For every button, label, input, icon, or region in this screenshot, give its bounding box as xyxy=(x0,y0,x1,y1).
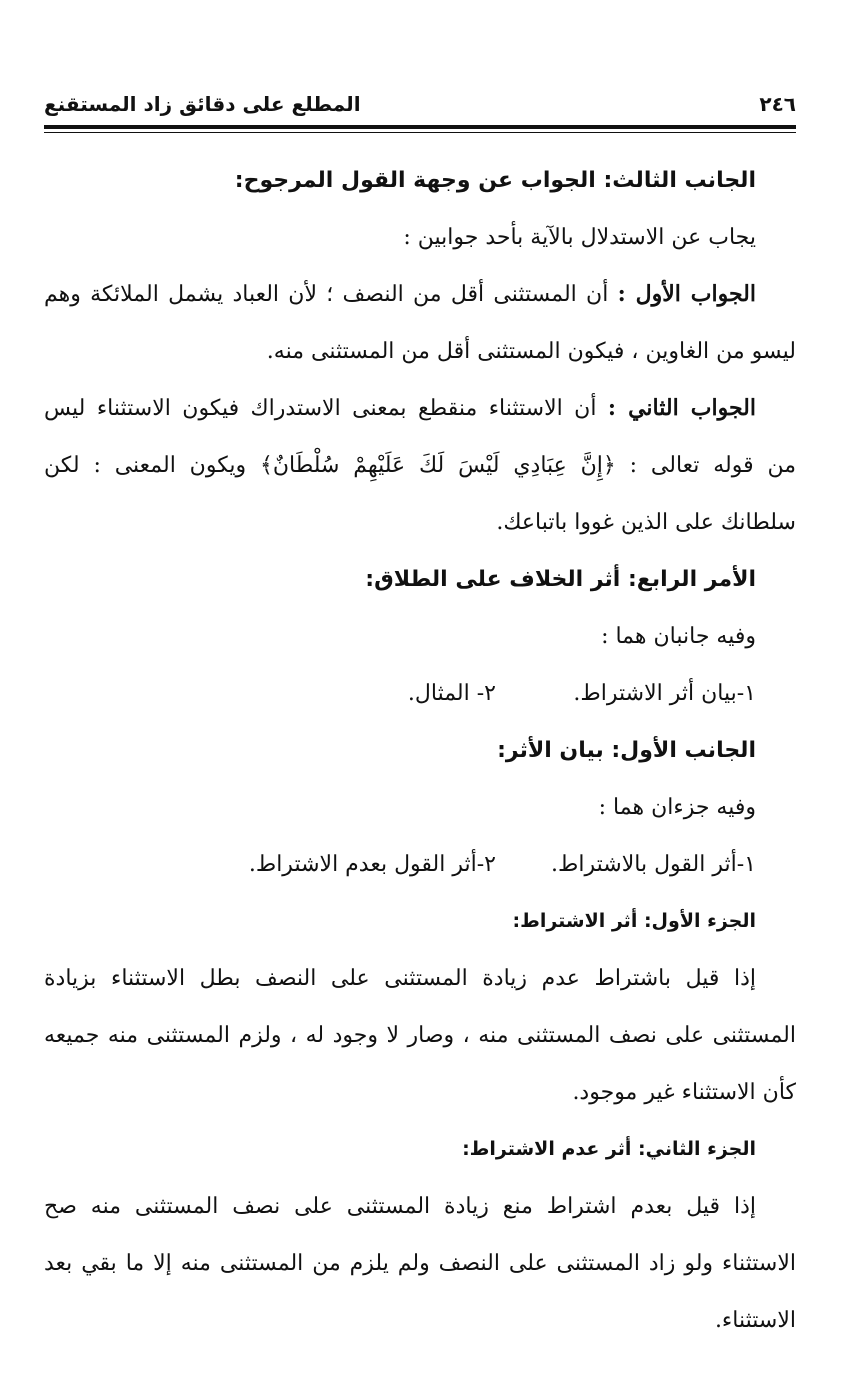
answer-lead: الجواب الثاني : xyxy=(607,395,756,421)
answer-lead: الجواب الأول : xyxy=(617,281,756,307)
line-text: أن الاستثناء منقطع بمعنى الاستدراك فيكون الاستثناء ليس xyxy=(44,396,608,421)
sub-heading: الجزء الثاني: أثر عدم الاشتراط: xyxy=(462,1138,756,1160)
document-page xyxy=(44,0,796,1385)
header-rule-thick xyxy=(44,125,796,129)
section-heading: الجانب الأول: بيان الأثر: xyxy=(497,738,756,763)
section-heading: الأمر الرابع: أثر الخلاف على الطلاق: xyxy=(365,567,756,592)
sub-heading: الجزء الأول: أثر الاشتراط: xyxy=(512,910,756,932)
body-text xyxy=(44,152,796,1349)
paragraph-line: وفيه جانبان هما : xyxy=(601,624,756,649)
paragraph-line: يجاب عن الاستدلال بالآية بأحد جوابين : xyxy=(403,225,756,250)
paragraph-line: ليسو من الغاوين ، فيكون المستثنى أقل من المستثنى منه. xyxy=(266,339,796,364)
paragraph-line: الاستثناء. xyxy=(714,1308,796,1333)
paragraph-line xyxy=(44,380,796,437)
line-text: أن المستثنى أقل من النصف ؛ لأن العباد يشمل الملائكة وهم xyxy=(44,282,618,307)
list-row xyxy=(44,836,796,893)
header-rule-thin xyxy=(44,132,796,133)
paragraph-line: إذا قيل بعدم اشتراط منع زيادة المستثنى على نصف المستثنى منه صح xyxy=(44,1194,756,1219)
paragraph-line: كأن الاستثناء غير موجود. xyxy=(572,1080,796,1105)
paragraph-line: المستثنى على نصف المستثنى منه ، وصار لا وجود له ، ولزم المستثنى منه جميعه xyxy=(44,1023,796,1048)
running-header xyxy=(44,84,796,124)
list-item: ٢-أثر القول بعدم الاشتراط. xyxy=(248,852,496,877)
book-title: المطلع على دقائق زاد المستقنع xyxy=(44,92,361,116)
section-heading: الجانب الثالث: الجواب عن وجهة القول المرجوح: xyxy=(234,168,756,193)
list-item: ١-أثر القول بالاشتراط. xyxy=(551,852,756,877)
paragraph-line: الاستثناء ولو زاد المستثنى على النصف ولم يلزم من المستثنى منه إلا ما بقي بعد xyxy=(44,1251,796,1276)
paragraph-line: من قوله تعالى : ﴿إِنَّ عِبَادِي لَيْسَ لَكَ عَلَيْهِمْ سُلْطَانٌ﴾ ويكون المعنى : لكن xyxy=(44,453,796,478)
page-number: ٢٤٦ xyxy=(759,92,796,116)
list-item: ١-بيان أثر الاشتراط. xyxy=(573,681,756,706)
paragraph-line: سلطانك على الذين غووا باتباعك. xyxy=(496,510,796,535)
list-item: ٢- المثال. xyxy=(407,681,496,706)
paragraph-line: وفيه جزءان هما : xyxy=(598,795,756,820)
list-row xyxy=(44,665,796,722)
paragraph-line: إذا قيل باشتراط عدم زيادة المستثنى على النصف بطل الاستثناء بزيادة xyxy=(44,966,756,991)
paragraph-line xyxy=(44,266,796,323)
